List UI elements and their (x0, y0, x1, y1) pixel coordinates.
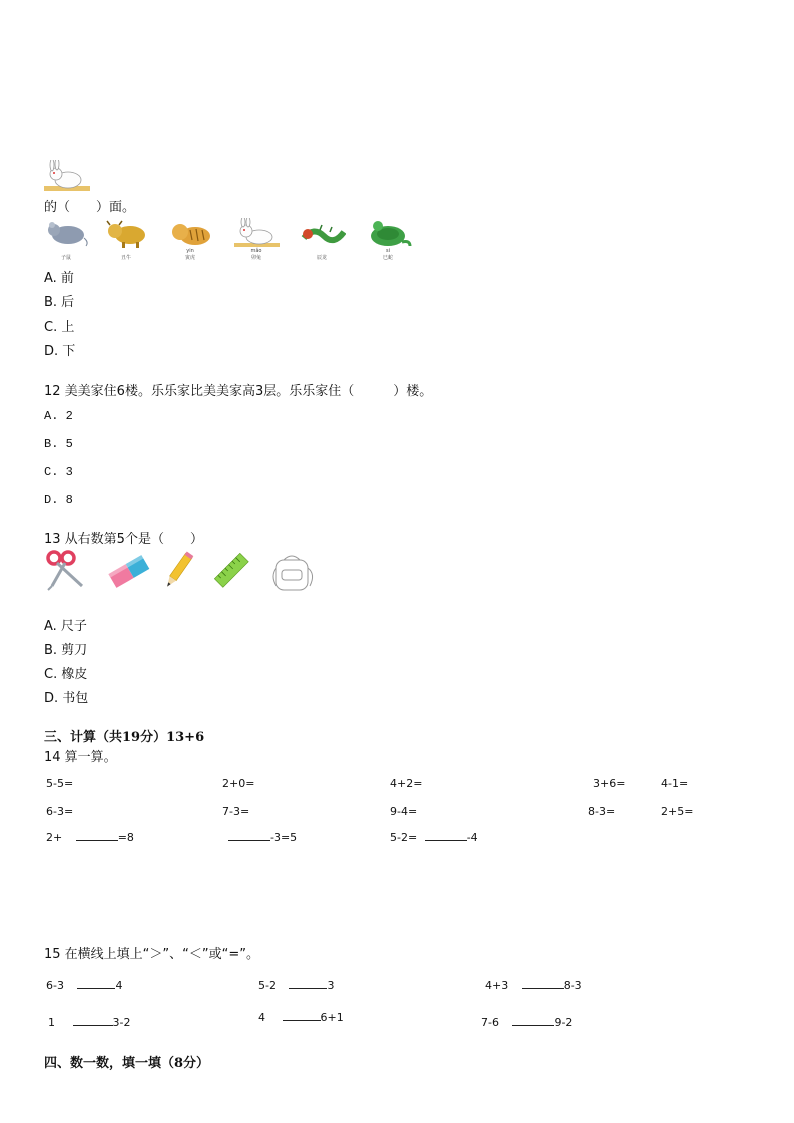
q15-left-expr: 4+3 (485, 979, 509, 992)
answer-blank[interactable] (522, 987, 564, 989)
q15-r1-item3 (485, 979, 582, 992)
schoolbag-picture (268, 552, 318, 594)
zodiac-rat-picture (44, 220, 90, 248)
q15-right-expr: 6+1 (320, 1011, 344, 1024)
q15-right-expr: 9-2 (554, 1016, 573, 1029)
q13-option-c[interactable]: C. 橡皮 (44, 667, 88, 682)
q15-right-expr: 4 (115, 979, 123, 992)
zodiac-label-snake: 巳蛇 (382, 255, 393, 261)
eraser-picture (104, 552, 152, 592)
q11-option-d[interactable]: D. 下 (44, 344, 76, 359)
q12-option-a[interactable]: A. 2 (44, 409, 73, 423)
zodiac-label-dragon: 辰龙 (316, 255, 327, 261)
q15-r1-item2 (258, 979, 334, 992)
answer-blank[interactable] (73, 1024, 113, 1026)
section3-title: 三、计算（共19分）13+6 (44, 730, 205, 745)
zodiac-pinyin-rabbit: mǎo (250, 248, 262, 254)
q15-left-expr: 4 (258, 1011, 265, 1024)
q15-right-expr: 3-2 (112, 1016, 131, 1029)
q12-option-b[interactable]: B. 5 (44, 437, 73, 451)
q15-right-expr: 8-3 (563, 979, 582, 992)
answer-blank[interactable] (77, 987, 115, 989)
answer-blank[interactable] (228, 839, 270, 841)
q15-r2-item3 (481, 1016, 572, 1029)
q14-r3-b-right: -3=5 (270, 831, 298, 844)
q11-option-b[interactable]: B. 后 (44, 295, 75, 310)
zodiac-label-rat: 子鼠 (60, 255, 71, 261)
answer-blank[interactable] (283, 1019, 321, 1021)
scissors-picture (44, 550, 92, 592)
q15-r1-item1 (46, 979, 122, 992)
q14-r3-a-left: 2+ (46, 831, 63, 844)
q14-r3-a-right: =8 (117, 831, 134, 844)
q14-r2-c1: 6-3= (46, 805, 74, 818)
zodiac-label-ox: 丑牛 (120, 255, 131, 261)
answer-blank[interactable] (425, 839, 467, 841)
q14-r1-c4: 3+6= (593, 777, 626, 790)
q15-left-expr: 5-2 (258, 979, 276, 992)
q14-r3-item-c (390, 831, 478, 844)
q14-r2-c2: 7-3= (222, 805, 250, 818)
q12-option-c[interactable]: C. 3 (44, 465, 73, 479)
zodiac-label-tiger: 寅虎 (184, 255, 195, 261)
zodiac-ox-picture (104, 220, 150, 248)
q15-left-expr: 1 (48, 1016, 55, 1029)
q15-stem: 15 在横线上填上“＞”、“＜”或“=”。 (44, 947, 259, 962)
q11-option-c[interactable]: C. 上 (44, 320, 75, 335)
answer-blank[interactable] (289, 987, 327, 989)
zodiac-snake-picture (366, 218, 412, 248)
q13-option-a[interactable]: A. 尺子 (44, 619, 87, 634)
q14-r1-c2: 2+0= (222, 777, 255, 790)
q11-stem-tail: 的（ ）面。 (44, 200, 136, 215)
zodiac-rabbit-picture (234, 218, 280, 248)
q14-r3-c-left: 5-2= (390, 831, 418, 844)
q14-r3-c-right: -4 (466, 831, 478, 844)
q14-r2-c3: 9-4= (390, 805, 418, 818)
q12-stem: 12 美美家住6楼。乐乐家比美美家高3层。乐乐家住（ ）楼。 (44, 384, 433, 399)
q14-stem: 14 算一算。 (44, 750, 117, 765)
zodiac-pinyin-snake: si (386, 248, 390, 254)
q15-right-expr: 3 (327, 979, 335, 992)
q14-r3-item-a (46, 831, 134, 844)
zodiac-tiger-picture (168, 220, 214, 248)
answer-blank[interactable] (512, 1024, 554, 1026)
q14-r1-c1: 5-5= (46, 777, 74, 790)
q13-stem: 13 从右数第5个是（ ） (44, 532, 203, 547)
q15-left-expr: 6-3 (46, 979, 64, 992)
q14-r1-c3: 4+2= (390, 777, 423, 790)
q15-left-expr: 7-6 (481, 1016, 499, 1029)
q14-r2-c4: 8-3= (588, 805, 616, 818)
q12-option-d[interactable]: D. 8 (44, 493, 73, 507)
zodiac-label-rabbit: 卯兔 (250, 255, 261, 261)
q14-r1-c5: 4-1= (661, 777, 689, 790)
rabbit-picture (44, 160, 90, 192)
answer-blank[interactable] (76, 839, 118, 841)
ruler-picture (212, 550, 252, 592)
q15-r2-item2 (258, 1011, 344, 1024)
q13-option-d[interactable]: D. 书包 (44, 691, 89, 706)
zodiac-pinyin-tiger: yin (186, 248, 194, 254)
q13-option-b[interactable]: B. 剪刀 (44, 643, 88, 658)
q14-r2-c5: 2+5= (661, 805, 694, 818)
pencil-picture (160, 550, 196, 592)
q14-r3-item-b (228, 831, 297, 844)
q15-r2-item1 (48, 1016, 130, 1029)
q11-option-a[interactable]: A. 前 (44, 271, 74, 286)
section4-title: 四、数一数，填一填（8分） (44, 1056, 210, 1071)
zodiac-dragon-picture (300, 220, 346, 248)
